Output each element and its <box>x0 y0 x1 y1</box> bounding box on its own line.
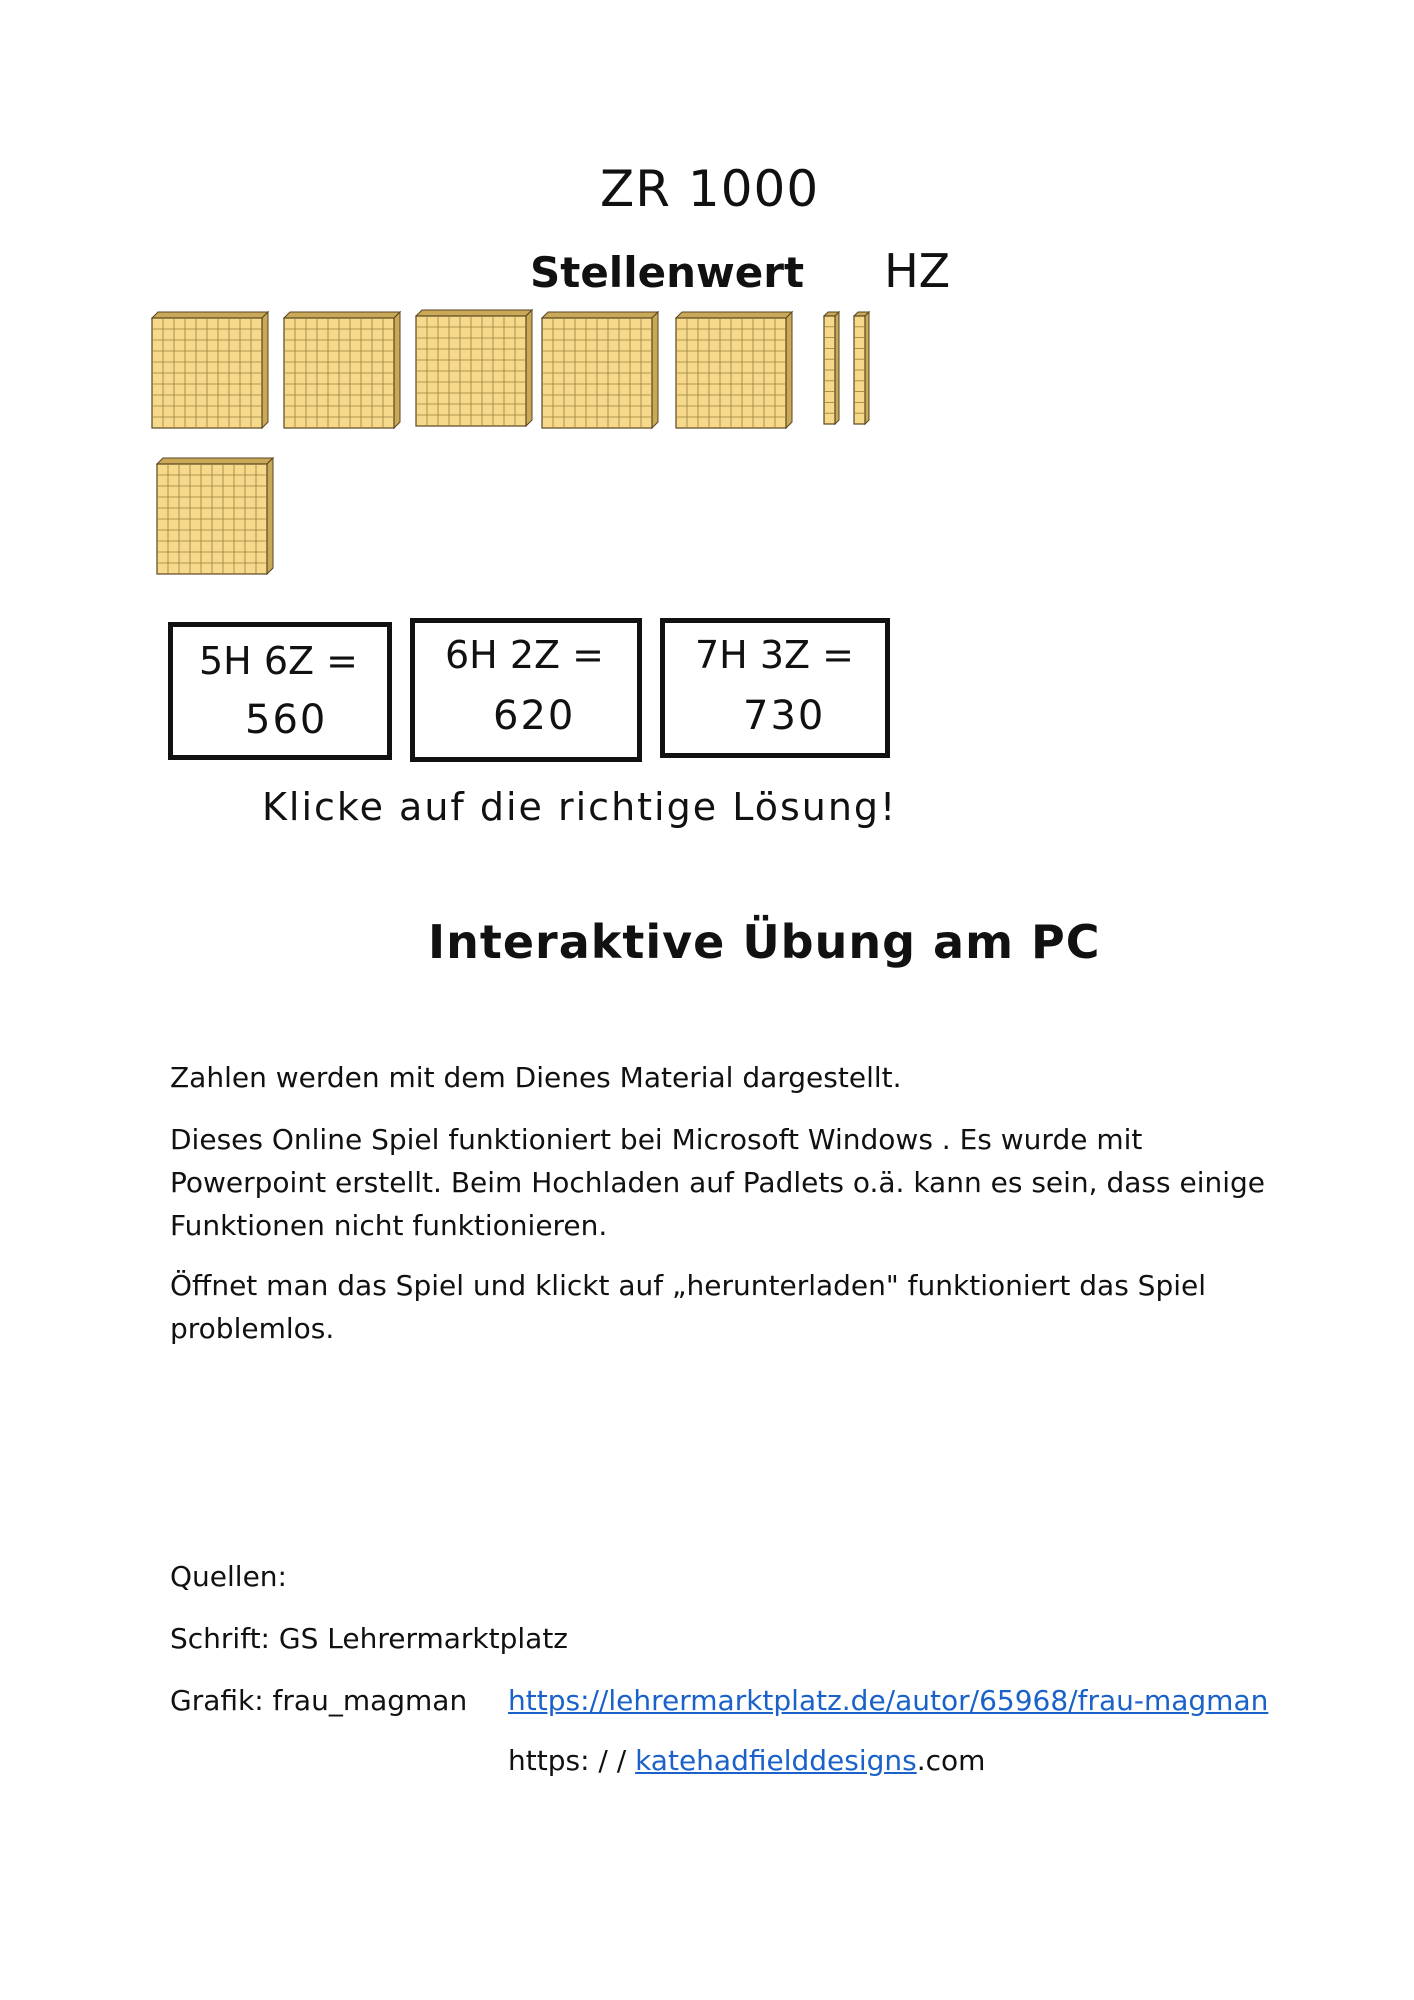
section-heading: Interaktive Übung am PC <box>428 915 1101 969</box>
hundred-block <box>282 310 406 434</box>
author-link[interactable] <box>508 1684 1268 1717</box>
card-equation: 6H 2Z = <box>445 633 604 677</box>
page-title: ZR 1000 <box>600 160 820 218</box>
hundred-block <box>150 310 274 434</box>
designer-link-prefix: https: / / <box>508 1744 636 1777</box>
sources-label: Quellen: <box>170 1560 287 1593</box>
hundred-block <box>540 310 664 434</box>
author-link-text[interactable]: https://lehrermarktplatz.de/autor/65968/frau-magman <box>508 1684 1269 1717</box>
card-result: 620 <box>493 693 576 739</box>
subtitle-label: Stellenwert <box>530 248 805 297</box>
card-equation: 7H 3Z = <box>695 633 854 677</box>
designer-link[interactable] <box>508 1744 985 1777</box>
font-credit: Schrift: GS Lehrermarktplatz <box>170 1622 569 1655</box>
answer-card-3[interactable] <box>660 618 890 758</box>
ten-rod <box>822 310 842 432</box>
hundred-block <box>155 456 279 580</box>
designer-link-suffix: .com <box>916 1744 986 1777</box>
instruction-text: Klicke auf die richtige Lösung! <box>262 785 898 829</box>
answer-card-1[interactable] <box>168 622 392 760</box>
paragraph: Zahlen werden mit dem Dienes Material dargestellt. <box>170 1061 902 1094</box>
subtitle-code: HZ <box>884 244 951 298</box>
card-result: 730 <box>743 693 826 739</box>
hundred-block <box>674 310 798 434</box>
paragraph: Dieses Online Spiel funktioniert bei Microsoft Windows . Es wurde mit Powerpoint erstellt. Beim Hochladen auf Padlets o.ä. kann es sein, dass einige Funktionen nicht funktionieren. <box>170 1123 1265 1242</box>
paragraph: Öffnet man das Spiel und klickt auf „herunterladen" funktioniert das Spiel problemlos. <box>170 1269 1207 1345</box>
answer-card-2[interactable] <box>410 618 642 762</box>
designer-link-main[interactable]: katehadfielddesigns <box>635 1744 917 1777</box>
subtitle <box>530 244 950 298</box>
graphic-credit: Grafik: frau_magman <box>170 1684 468 1717</box>
card-equation: 5H 6Z = <box>199 639 358 683</box>
ten-rod <box>852 310 872 432</box>
hundred-block <box>414 308 538 432</box>
card-result: 560 <box>245 697 328 743</box>
